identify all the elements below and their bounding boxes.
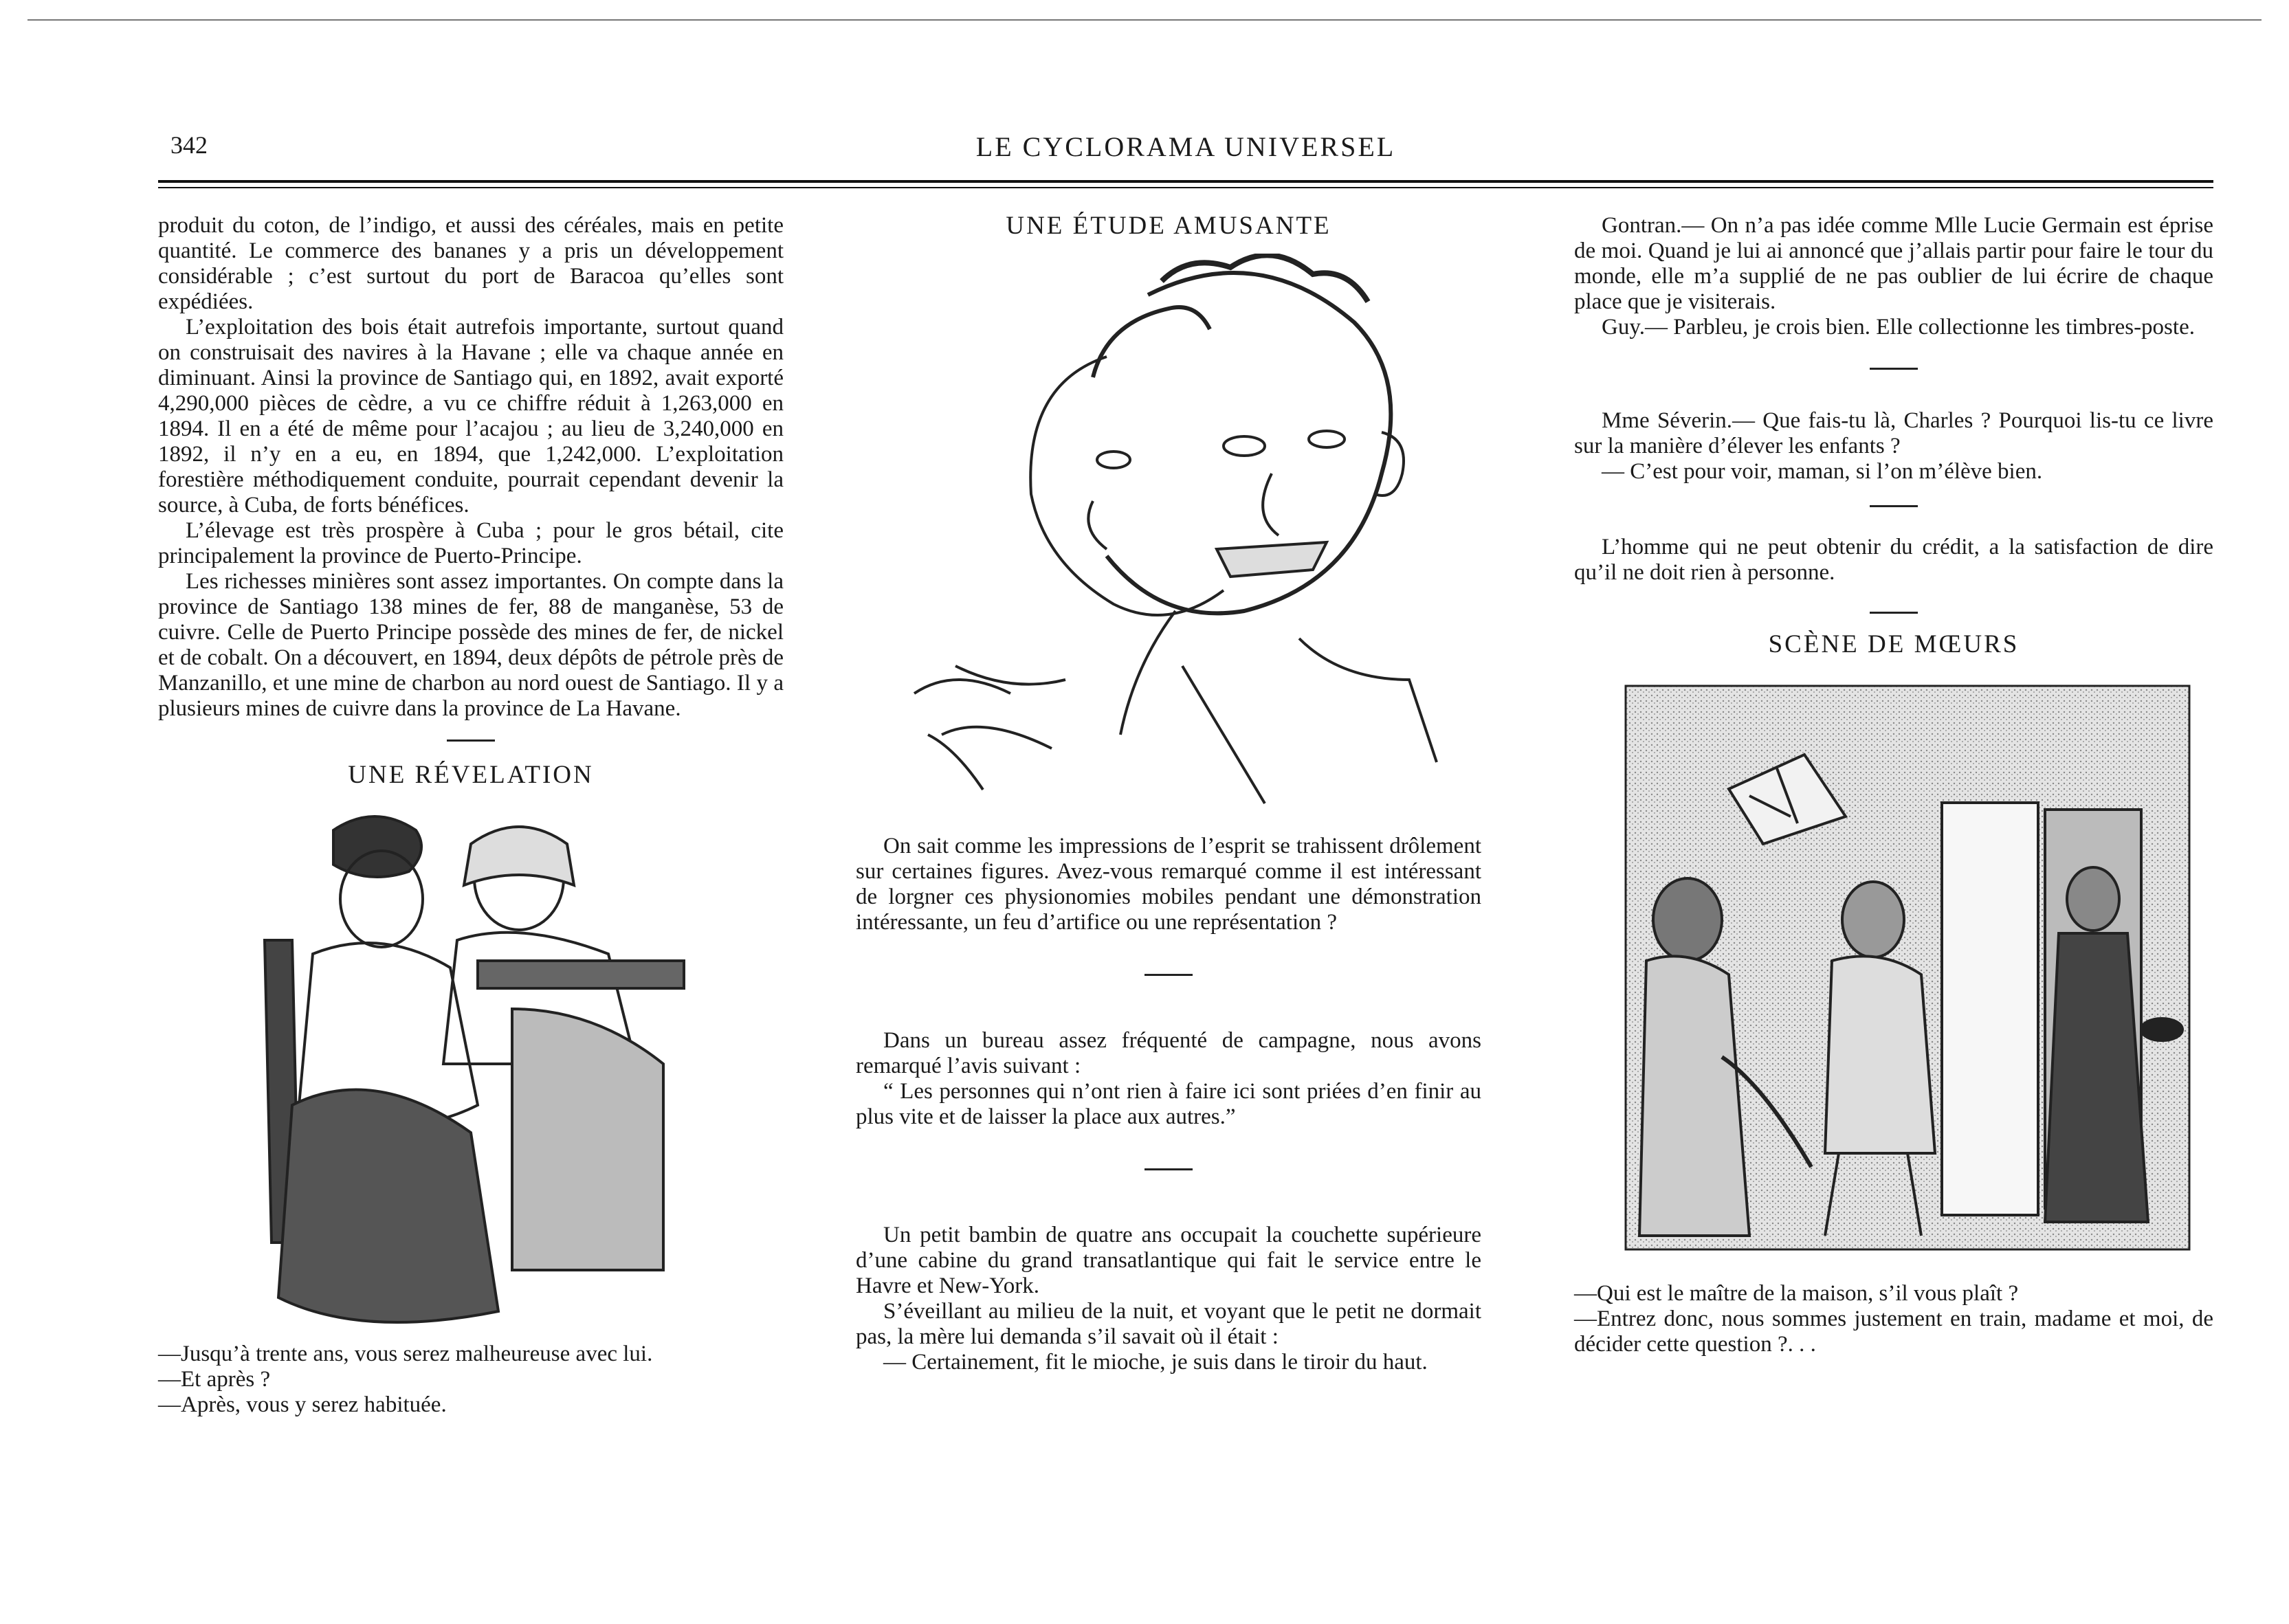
- dialog-line: —Après, vous y serez habituée.: [158, 1392, 447, 1417]
- paragraph: produit du coton, de l’indigo, et aussi des céréales, mais en petite quantité. Le commerce des bananes y a pris un développement considérable ; c’est surtout du port de Baracoa qu’elles sont expédiées.: [158, 213, 784, 314]
- paragraph: Mme Séverin.— Que fais-tu là, Charles ? Pourquoi lis-tu ce livre sur la manière d’élever les enfants ?: [1574, 408, 2213, 458]
- section-divider: [1144, 1168, 1193, 1170]
- paragraph: — C’est pour voir, maman, si l’on m’élève bien.: [1602, 459, 2043, 484]
- paragraph: Les richesses minières sont assez importantes. On compte dans la province de Santiago 138 mines de fer, 88 de manganèse, 53 de cuivre. Celle de Puerto Principe possède des mines de fer, de nickel et de cobalt. On a découvert, en 1894, deux dépôts de pétrole près de Manzanillo, et une mine de charbon au nord ouest de Santiago. Il y a plusieurs mines de cuivre dans la province de La Havane.: [158, 569, 784, 721]
- section-divider: [447, 739, 495, 742]
- paragraph: Dans un bureau assez fréquenté de campagne, nous avons remarqué l’avis suivant :: [856, 1028, 1481, 1078]
- domestic-scene-illustration: [1584, 672, 2203, 1263]
- section-divider: [1870, 505, 1918, 507]
- section-title-etude: UNE ÉTUDE AMUSANTE: [1006, 212, 1331, 240]
- column-right: [1574, 213, 2213, 1357]
- dialog-line: —Jusqu’à trente ans, vous serez malheureuse avec lui.: [158, 1342, 653, 1366]
- caricature-faces-illustration: [887, 254, 1450, 817]
- running-title: LE CYCLORAMA UNIVERSEL: [975, 131, 1396, 162]
- paragraph: Guy.— Parbleu, je crois bien. Elle collectionne les timbres-poste.: [1602, 315, 2195, 340]
- section-divider: [1870, 612, 1918, 614]
- dialog-line: —Qui est le maître de la maison, s’il vous plaît ?: [1574, 1281, 2019, 1306]
- paragraph: L’exploitation des bois était autrefois importante, surtout quand on construisait des navires à la Havane ; elle va chaque année en diminuant. Ainsi la province de Santiago qui, en 1892, avait exporté 4,290,000 pièces de cèdre, a vu ce chiffre réduit à 1,263,000 en 1894. Il en a été de même pour l’acajou ; au lieu de 3,240,000 en 1892, il n’y en a eu, en 1894, que 1,242,000. L’exploitation forestière méthodiquement conduite, pourrait cependant devenir la source, à Cuba, de forts bénéfices.: [158, 315, 784, 518]
- top-border-line: [27, 19, 2262, 21]
- paragraph: L’élevage est très prospère à Cuba ; pour le gros bétail, cite principalement la province de Puerto-Principe.: [158, 518, 784, 568]
- paragraph: L’homme qui ne peut obtenir du crédit, a la satisfaction de dire qu’il ne doit rien à personne.: [1574, 535, 2213, 585]
- section-title-revelation: UNE RÉVELATION: [348, 761, 594, 789]
- section-title-moeurs: SCÈNE DE MŒURS: [1768, 630, 2020, 658]
- paragraph: Gontran.— On n’a pas idée comme Mlle Lucie Germain est éprise de moi. Quand je lui ai annoncé que j’allais partir pour faire le tour du monde, elle m’a supplié de ne pas oublier de lui écrire de chaque place que je visiterais.: [1574, 213, 2213, 314]
- paragraph: S’éveillant au milieu de la nuit, et voyant que le petit ne dormait pas, la mère lui demanda s’il savait où il était :: [856, 1299, 1481, 1349]
- column-middle: [856, 213, 1481, 1375]
- header-rule: [158, 180, 2213, 183]
- paragraph: On sait comme les impressions de l’esprit se trahissent drôlement sur certaines figures. Avez-vous remarqué comme il est intéressant de lorgner ces physionomies mobiles pendant une démonstration intéressante, un feu d’artifice ou une représentation ?: [856, 834, 1481, 935]
- page-header: [158, 131, 2213, 172]
- column-left: [158, 213, 784, 1418]
- section-divider: [1144, 974, 1193, 976]
- page-number: 342: [170, 131, 208, 159]
- section-divider: [1870, 368, 1918, 370]
- two-women-seated-illustration: [251, 803, 691, 1325]
- paragraph: — Certainement, fit le mioche, je suis dans le tiroir du haut.: [883, 1350, 1428, 1375]
- dialog-line: —Et après ?: [158, 1367, 271, 1392]
- paragraph: “ Les personnes qui n’ont rien à faire ici sont priées d’en finir au plus vite et de laisser la place aux autres.”: [856, 1079, 1481, 1129]
- header-rule-thin: [158, 187, 2213, 188]
- paragraph: Un petit bambin de quatre ans occupait la couchette supérieure d’une cabine du grand transatlantique qui fait le service entre le Havre et New-York.: [856, 1223, 1481, 1298]
- dialog-line: —Entrez donc, nous sommes justement en train, madame et moi, de décider cette question ?. . .: [1574, 1306, 2213, 1357]
